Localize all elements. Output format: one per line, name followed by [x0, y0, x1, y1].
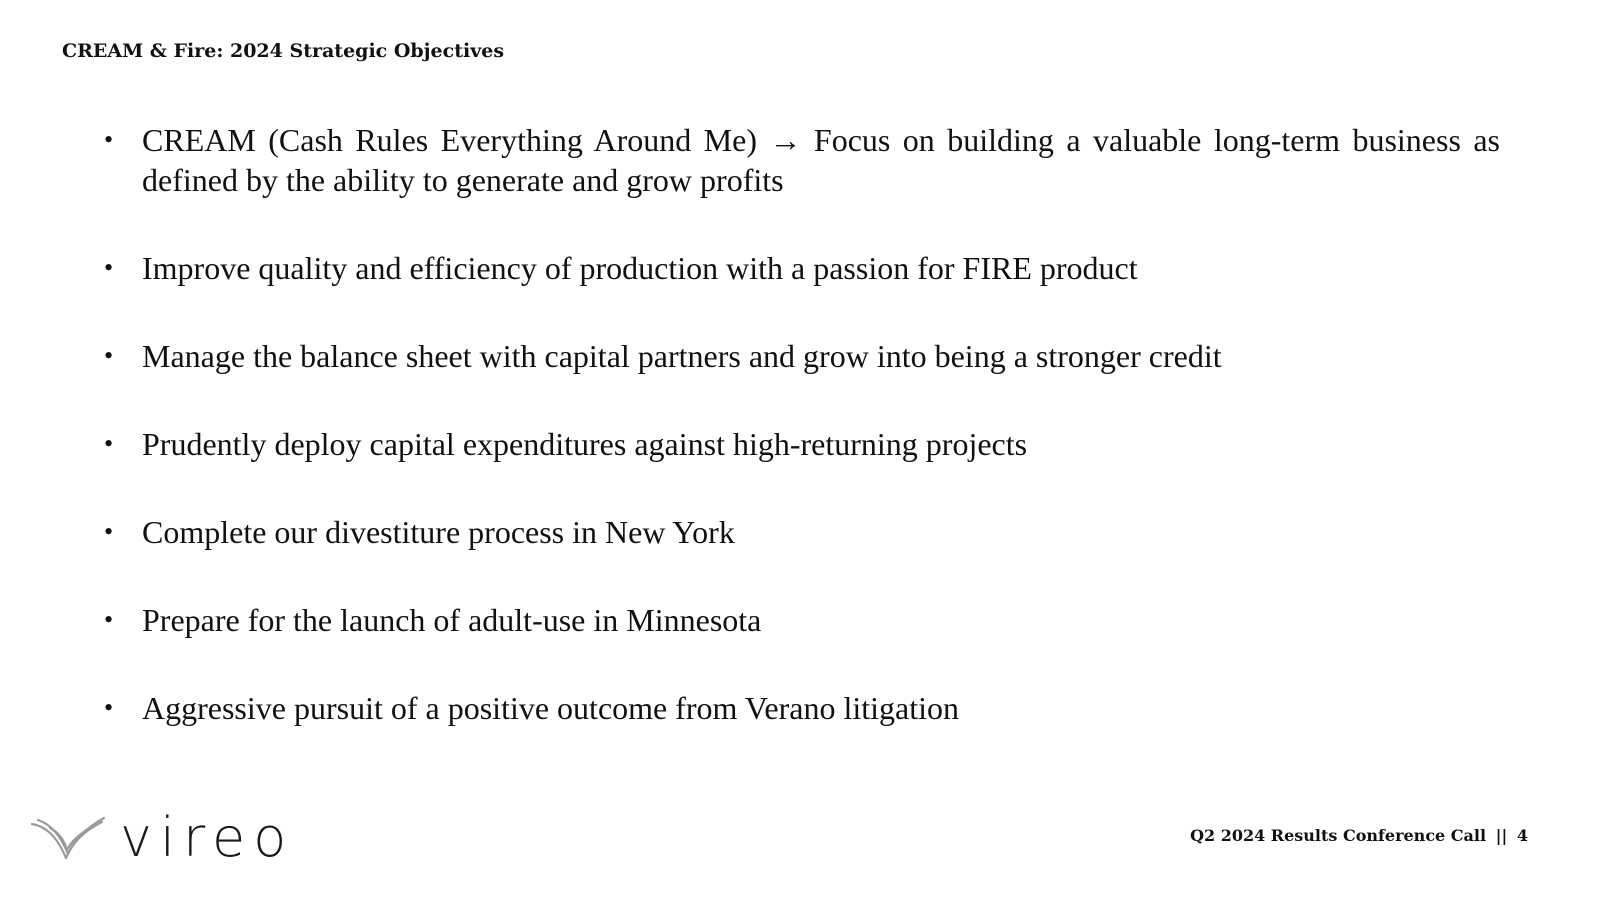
- bullet-item: [100, 688, 1500, 728]
- bullet-list: [100, 120, 1500, 776]
- conference-call-label: Q2 2024 Results Conference Call: [1190, 826, 1487, 845]
- bullet-item: [100, 424, 1500, 464]
- page-number: 4: [1516, 826, 1528, 845]
- bullet-item: [100, 248, 1500, 288]
- bullet-marker: •: [104, 693, 114, 722]
- vireo-logo: [30, 808, 294, 868]
- bullet-marker: •: [104, 429, 114, 458]
- bullet-text: Aggressive pursuit of a positive outcome from Verano litigation: [142, 690, 960, 726]
- bullet-text: CREAM (Cash Rules Everything Around Me) → Focus on building a valuable long-term business as defined by the ability to generate and grow profits: [142, 122, 1500, 198]
- footer-caption: [1190, 826, 1528, 845]
- vireo-wordmark: vireo: [120, 806, 295, 869]
- bullet-marker: •: [104, 517, 114, 546]
- bullet-marker: •: [104, 605, 114, 634]
- bullet-item: [100, 512, 1500, 552]
- slide-title: CREAM & Fire: 2024 Strategic Objectives: [62, 40, 505, 62]
- bullet-text: Manage the balance sheet with capital partners and grow into being a stronger credit: [142, 338, 1222, 374]
- bullet-text: Complete our divestiture process in New York: [142, 514, 735, 550]
- bullet-item: [100, 600, 1500, 640]
- bullet-item: [100, 120, 1500, 200]
- bullet-text: Prudently deploy capital expenditures against high-returning projects: [142, 426, 1028, 462]
- bullet-marker: •: [104, 125, 114, 154]
- bullet-text: Improve quality and efficiency of production with a passion for FIRE product: [142, 250, 1138, 286]
- vireo-bird-mark-icon: [30, 814, 106, 862]
- bullet-marker: •: [104, 341, 114, 370]
- bullet-item: [100, 336, 1500, 376]
- bullet-text: Prepare for the launch of adult-use in Minnesota: [142, 602, 762, 638]
- bullet-marker: •: [104, 253, 114, 282]
- footer-separator: ||: [1495, 826, 1508, 845]
